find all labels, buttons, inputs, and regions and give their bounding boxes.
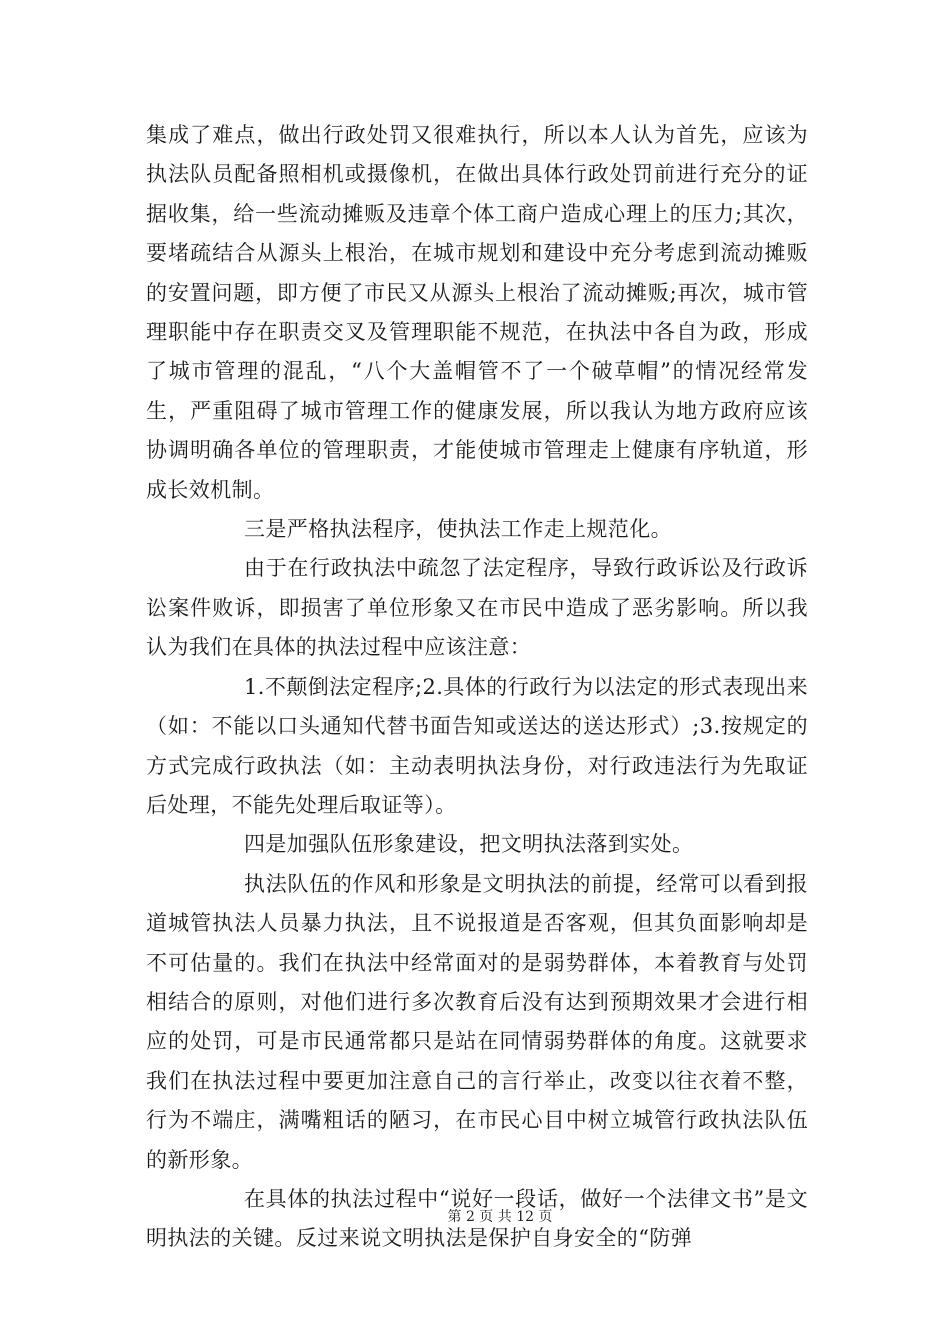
document-body — [146, 116, 808, 1259]
paragraph: 集成了难点，做出行政处罚又很难执行，所以本人认为首先，应该为执法队员配备照相机或摄像机，在做出具体行政处罚前进行充分的证据收集，给一些流动摊贩及违章个体工商户造成心理上的压力;其次，要堵疏结合从源头上根治，在城市规划和建设中充分考虑到流动摊贩的安置问题，即方便了市民又从源头上根治了流动摊贩;再次，城市管理职能中存在职责交叉及管理职能不规范，在执法中各自为政，形成了城市管理的混乱，“八个大盖帽管不了一个破草帽”的情况经常发生，严重阻碍了城市管理工作的健康发展，所以我认为地方政府应该协调明确各单位的管理职责，才能使城市管理走上健康有序轨道，形成长效机制。 — [146, 123, 808, 502]
page-number-footer: 第 2 页 共 12 页 — [447, 1209, 553, 1225]
section-heading-3: 三是严格执法程序，使执法工作走上规范化。 — [244, 517, 672, 542]
paragraph: 执法队伍的作风和形象是文明执法的前提，经常可以看到报道城管执法人员暴力执法，且不说报道是否客观，但其负面影响却是不可估量的。我们在执法中经常面对的是弱势群体，本着教育与处罚相结合的原则，对他们进行多次教育后没有达到预期效果才会进行相应的处罚，可是市民通常都只是站在同情弱势群体的角度。这就要求我们在执法过程中要更加注意自己的言行举止，改变以往衣着不整，行为不端庄，满嘴粗话的陋习，在市民心目中树立城管行政执法队伍的新形象。 — [146, 871, 808, 1172]
section-heading-4: 四是加强队伍形象建设，把文明执法落到实处。 — [244, 832, 694, 857]
paragraph: 在具体的执法过程中“说好一段话，做好一个法律文书”是文明执法的关键。反过来说文明执法是保护自身安全的“防弹 — [146, 1186, 808, 1251]
paragraph: 由于在行政执法中疏忽了法定程序，导致行政诉讼及行政诉讼案件败诉，即损害了单位形象又在市民中造成了恶劣影响。所以我认为我们在具体的执法过程中应该注意： — [146, 556, 808, 660]
procedure-list-paragraph: 1.不颠倒法定程序;2.具体的行政行为以法定的形式表现出来（如：不能以口头通知代替书面告知或送达的送达形式）;3.按规定的方式完成行政执法（如：主动表明执法身份，对行政违法行为先取证后处理，不能先处理后取证等）。 — [146, 674, 808, 817]
